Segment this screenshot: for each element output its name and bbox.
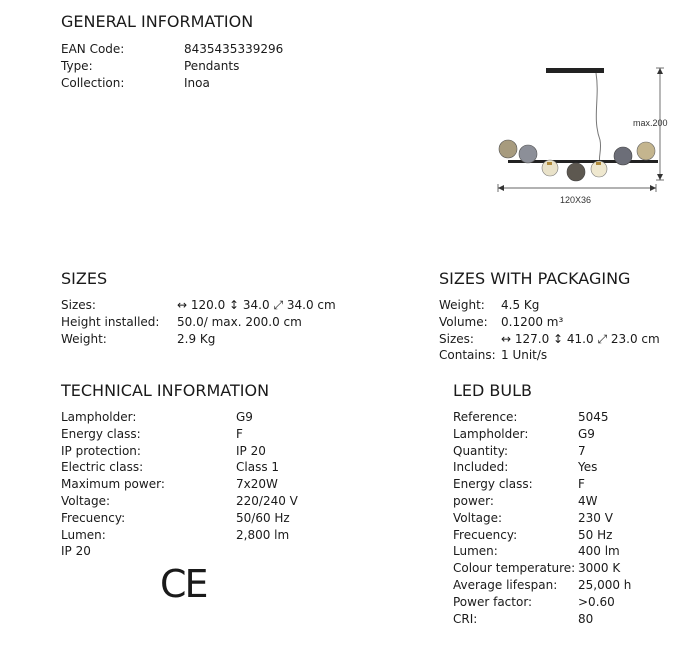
spec-label: EAN Code: xyxy=(61,42,125,56)
spec-value: 8435435339296 xyxy=(184,42,284,56)
spec-label: Lampholder: xyxy=(453,426,529,441)
spec-row xyxy=(439,331,679,348)
spec-value: F xyxy=(236,426,243,441)
spec-row xyxy=(61,426,341,443)
spec-row xyxy=(439,297,679,314)
spec-label: Energy class: xyxy=(453,477,533,492)
spec-value: 3000 K xyxy=(578,561,621,576)
spec-row xyxy=(61,510,341,527)
technical-info-heading: TECHNICAL INFORMATION xyxy=(61,381,270,400)
spec-label: Reference: xyxy=(453,410,518,424)
spec-value: 230 V xyxy=(578,510,613,525)
spec-label: Type: xyxy=(61,58,93,73)
spec-row xyxy=(61,41,321,58)
spec-row xyxy=(453,443,683,460)
spec-label: Height installed: xyxy=(61,314,160,329)
spec-value: 2,800 lm xyxy=(236,527,290,542)
spec-label: Weight: xyxy=(61,331,107,346)
packaging-list xyxy=(439,297,679,364)
spec-value: >0.60 xyxy=(578,594,615,609)
spec-label: power: xyxy=(453,493,494,508)
spec-row xyxy=(453,611,683,628)
spec-value: G9 xyxy=(236,410,253,424)
spec-value: 4.5 Kg xyxy=(501,298,540,312)
glass-globe xyxy=(499,140,517,158)
spec-value: 50.0/ max. 200.0 cm xyxy=(177,314,302,329)
spec-label: Energy class: xyxy=(61,426,141,441)
spec-value: Pendants xyxy=(184,58,240,73)
spec-row xyxy=(61,314,341,331)
spec-label: Included: xyxy=(453,460,509,475)
spec-row xyxy=(453,527,683,544)
spec-value: 7x20W xyxy=(236,477,278,492)
sizes-list xyxy=(61,297,341,347)
spec-label: Lampholder: xyxy=(61,410,137,424)
spec-label: IP 20 xyxy=(61,544,91,559)
spec-label: Frecuency: xyxy=(453,527,518,542)
spec-row xyxy=(453,493,683,510)
spec-value: 80 xyxy=(578,611,594,626)
spec-row xyxy=(61,527,341,544)
spec-value: 400 lm xyxy=(578,544,620,559)
spec-row xyxy=(453,594,683,611)
spec-label: Voltage: xyxy=(61,493,111,508)
spec-row xyxy=(453,426,683,443)
spec-value: ↔ 120.0 ↕ 34.0 ⤢ 34.0 cm xyxy=(177,298,336,312)
spec-label: Maximum power: xyxy=(61,477,165,492)
spec-value: 4W xyxy=(578,493,598,508)
product-dimension-diagram xyxy=(488,58,678,208)
spec-row xyxy=(439,347,679,364)
spec-value: 1 Unit/s xyxy=(501,348,548,363)
spec-row xyxy=(61,409,341,426)
height-dimension-label: max.200 xyxy=(633,118,668,128)
spec-row xyxy=(61,543,341,560)
spec-label: Quantity: xyxy=(453,443,509,458)
glass-globe xyxy=(637,142,655,160)
spec-row xyxy=(439,314,679,331)
spec-label: CRI: xyxy=(453,611,478,626)
pendant-lamp-illustration xyxy=(488,58,678,208)
spec-label: Collection: xyxy=(61,75,125,90)
spec-label: Frecuency: xyxy=(61,510,126,525)
spec-value: 50 Hz xyxy=(578,527,613,542)
spec-label: Contains: xyxy=(439,348,496,363)
spec-label: Power factor: xyxy=(453,594,533,609)
spec-value: G9 xyxy=(578,426,595,441)
spec-row xyxy=(453,476,683,493)
spec-label: Sizes: xyxy=(439,331,474,346)
spec-label: Lumen: xyxy=(61,527,106,542)
led-bulb-list xyxy=(453,409,683,627)
spec-value: Class 1 xyxy=(236,460,280,475)
ceiling-canopy xyxy=(546,68,604,73)
spec-label: IP protection: xyxy=(61,443,141,458)
general-info-list xyxy=(61,41,321,91)
spec-row xyxy=(61,476,341,493)
spec-row xyxy=(453,459,683,476)
suspension-cable xyxy=(596,73,601,162)
spec-row xyxy=(61,459,341,476)
spec-label: Sizes: xyxy=(61,298,96,312)
general-info-heading: GENERAL INFORMATION xyxy=(61,12,254,31)
ce-mark: CE xyxy=(160,562,207,606)
spec-row xyxy=(61,493,341,510)
spec-row xyxy=(453,510,683,527)
spec-value: 50/60 Hz xyxy=(236,510,290,525)
spec-value: F xyxy=(578,477,585,492)
spec-label: Voltage: xyxy=(453,510,503,525)
spec-label: Average lifespan: xyxy=(453,577,558,592)
spec-value: 0.1200 m³ xyxy=(501,314,564,329)
spec-value: 7 xyxy=(578,443,586,458)
spec-label: Lumen: xyxy=(453,544,498,559)
led-bulb-heading: LED BULB xyxy=(453,381,533,400)
spec-row xyxy=(61,75,321,92)
spec-row xyxy=(453,409,683,426)
spec-label: Weight: xyxy=(439,298,485,312)
sizes-heading: SIZES xyxy=(61,269,108,288)
spec-row xyxy=(453,560,683,577)
glass-globe xyxy=(614,147,632,165)
spec-label: Electric class: xyxy=(61,460,144,475)
spec-value: 25,000 h xyxy=(578,577,632,592)
spec-label: Colour temperature: xyxy=(453,561,576,576)
spec-label: Volume: xyxy=(439,314,488,329)
spec-value: ↔ 127.0 ↕ 41.0 ⤢ 23.0 cm xyxy=(501,331,660,346)
technical-info-list xyxy=(61,409,341,560)
spec-value: Yes xyxy=(578,460,598,475)
spec-value: 2.9 Kg xyxy=(177,331,216,346)
glass-globe xyxy=(567,163,585,181)
glass-globe xyxy=(519,145,537,163)
spec-row xyxy=(453,543,683,560)
width-dimension-label: 120X36 xyxy=(560,195,592,205)
spec-value: Inoa xyxy=(184,75,210,90)
spec-row xyxy=(61,297,341,314)
spec-row xyxy=(61,58,321,75)
spec-row xyxy=(453,577,683,594)
spec-value: IP 20 xyxy=(236,443,266,458)
spec-row xyxy=(61,443,341,460)
spec-value: 5045 xyxy=(578,410,609,424)
spec-row xyxy=(61,331,341,348)
packaging-heading: SIZES WITH PACKAGING xyxy=(439,269,631,288)
spec-value: 220/240 V xyxy=(236,493,298,508)
